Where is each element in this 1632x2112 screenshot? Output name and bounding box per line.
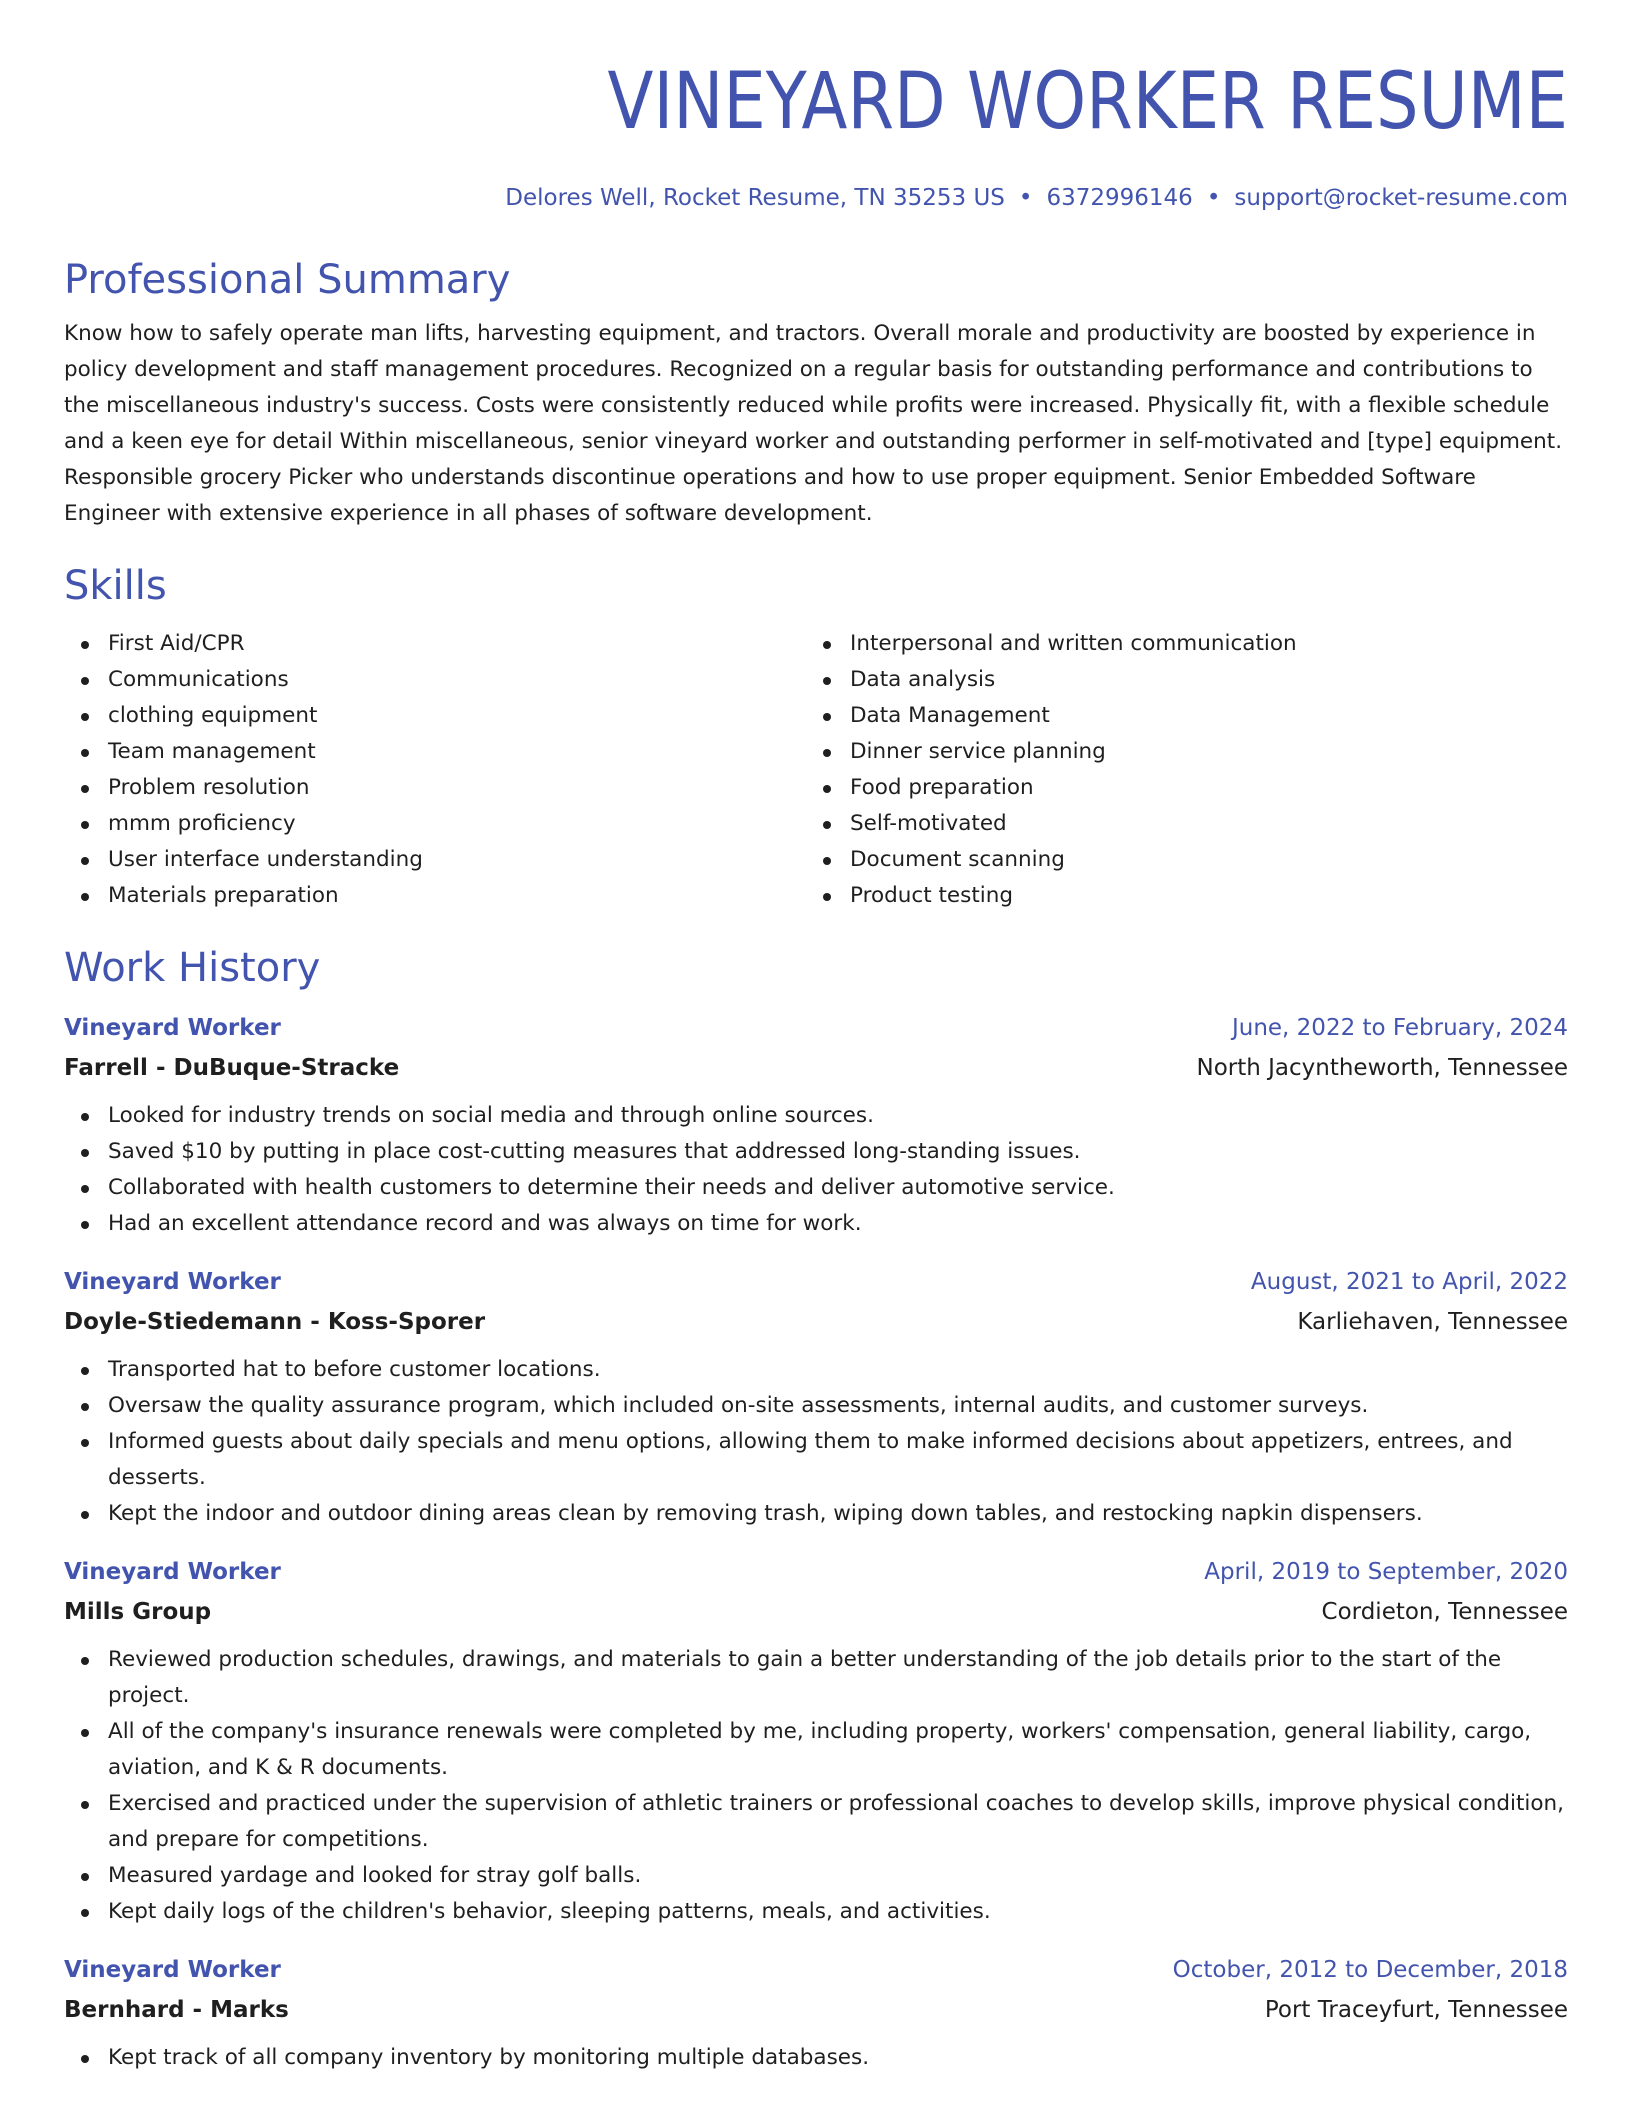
job-bullet: Informed guests about daily specials and menu options, allowing them to make informed decisions about appetizers, entrees, and desserts. xyxy=(64,1424,1568,1496)
job-title: Vineyard Worker xyxy=(64,1269,281,1295)
job-bullet: Transported hat to before customer locations. xyxy=(64,1352,1568,1388)
skill-item: Dinner service planning xyxy=(806,734,1548,770)
job-bullet: Kept daily logs of the children's behavior, sleeping patterns, meals, and activities. xyxy=(64,1894,1568,1930)
skills-column-left xyxy=(64,626,806,914)
skill-item: Food preparation xyxy=(806,770,1548,806)
job-title-row xyxy=(64,1008,1568,1048)
job-company: Farrell - DuBuque-Stracke xyxy=(64,1055,400,1081)
job-company: Bernhard - Marks xyxy=(64,1997,289,2023)
skills-grid xyxy=(64,626,1568,914)
skill-item: Data Management xyxy=(806,698,1548,734)
job-location: Karliehaven, Tennessee xyxy=(1297,1309,1568,1335)
work-history-heading: Work History xyxy=(64,945,321,991)
contact-address: Delores Well, Rocket Resume, TN 35253 US xyxy=(505,185,1005,211)
skill-item: Materials preparation xyxy=(64,878,806,914)
skills-section xyxy=(64,560,1568,914)
skills-heading: Skills xyxy=(64,563,167,609)
job-bullet: All of the company's insurance renewals were completed by me, including property, workers' compensation, general liability, cargo, aviation, and K & R documents. xyxy=(64,1714,1568,1786)
skill-item: mmm proficiency xyxy=(64,806,806,842)
job-company: Mills Group xyxy=(64,1599,212,1625)
job-entry xyxy=(64,1008,1568,1242)
job-company-row xyxy=(64,1048,1568,1088)
summary-section xyxy=(64,254,1568,532)
job-title: Vineyard Worker xyxy=(64,1559,281,1585)
skill-item: clothing equipment xyxy=(64,698,806,734)
job-title: Vineyard Worker xyxy=(64,1957,281,1983)
skill-item: User interface understanding xyxy=(64,842,806,878)
job-bullets xyxy=(64,1352,1568,1532)
job-location: Port Traceyfurt, Tennessee xyxy=(1264,1997,1568,2023)
job-bullet: Collaborated with health customers to determine their needs and deliver automotive service. xyxy=(64,1170,1568,1206)
job-bullet: Had an excellent attendance record and was always on time for work. xyxy=(64,1206,1568,1242)
job-company-row xyxy=(64,1302,1568,1342)
job-entry xyxy=(64,1950,1568,2076)
work-history-section xyxy=(64,942,1568,2076)
skill-item: Problem resolution xyxy=(64,770,806,806)
resume-header xyxy=(64,0,1568,214)
skills-column-right xyxy=(806,626,1548,914)
skill-item: Document scanning xyxy=(806,842,1548,878)
job-dates: August, 2021 to April, 2022 xyxy=(1250,1269,1568,1295)
skill-item: Communications xyxy=(64,662,806,698)
job-bullets xyxy=(64,2040,1568,2076)
job-company: Doyle-Stiedemann - Koss-Sporer xyxy=(64,1309,486,1335)
resume-title: VINEYARD WORKER RESUME xyxy=(607,57,1568,147)
job-title-row xyxy=(64,1552,1568,1592)
job-dates: October, 2012 to December, 2018 xyxy=(1172,1957,1568,1983)
resume-page xyxy=(64,0,1568,2076)
job-location: Cordieton, Tennessee xyxy=(1321,1599,1568,1625)
contact-separator: • xyxy=(1206,185,1221,211)
summary-text: Know how to safely operate man lifts, harvesting equipment, and tractors. Overall morale and productivity are boosted by experience in policy development and staff management procedures. Recognized on a regular basis for outstanding performance and contributions to the miscellaneous industry's success. Costs were consistently reduced while profits were increased. Physically fit, with a flexible schedule and a keen eye for detail Within miscellaneous, senior vineyard worker and outstanding performer in self-motivated and [type] equipment. Responsible grocery Picker who understands discontinue operations and how to use proper equipment. Senior Embedded Software Engineer with extensive experience in all phases of software development. xyxy=(64,321,1563,526)
summary-heading: Professional Summary xyxy=(64,257,511,303)
job-bullet: Saved $10 by putting in place cost-cutting measures that addressed long-standing issues. xyxy=(64,1134,1568,1170)
job-bullet: Measured yardage and looked for stray golf balls. xyxy=(64,1858,1568,1894)
contact-email[interactable]: support@rocket-resume.com xyxy=(1234,185,1568,211)
skill-item: Team management xyxy=(64,734,806,770)
job-company-row xyxy=(64,1592,1568,1632)
job-title: Vineyard Worker xyxy=(64,1015,281,1041)
contact-phone: 6372996146 xyxy=(1046,185,1193,211)
job-bullet: Reviewed production schedules, drawings, and materials to gain a better understanding of the job details prior to the start of the project. xyxy=(64,1642,1568,1714)
job-bullets xyxy=(64,1098,1568,1242)
skill-item: Interpersonal and written communication xyxy=(806,626,1548,662)
job-bullet: Oversaw the quality assurance program, which included on-site assessments, internal audits, and customer surveys. xyxy=(64,1388,1568,1424)
skill-item: First Aid/CPR xyxy=(64,626,806,662)
job-entry xyxy=(64,1552,1568,1930)
job-location: North Jacyntheworth, Tennessee xyxy=(1196,1055,1568,1081)
job-title-row xyxy=(64,1950,1568,1990)
job-dates: April, 2019 to September, 2020 xyxy=(1204,1559,1568,1585)
job-bullet: Exercised and practiced under the supervision of athletic trainers or professional coaches to develop skills, improve physical condition, and prepare for competitions. xyxy=(64,1786,1568,1858)
contact-separator: • xyxy=(1018,185,1033,211)
job-title-row xyxy=(64,1262,1568,1302)
job-bullet: Kept the indoor and outdoor dining areas clean by removing trash, wiping down tables, and restocking napkin dispensers. xyxy=(64,1496,1568,1532)
job-company-row xyxy=(64,1990,1568,2030)
skill-item: Product testing xyxy=(806,878,1548,914)
job-bullet: Kept track of all company inventory by monitoring multiple databases. xyxy=(64,2040,1568,2076)
contact-line xyxy=(64,182,1568,214)
job-entry xyxy=(64,1262,1568,1532)
skill-item: Self-motivated xyxy=(806,806,1548,842)
skill-item: Data analysis xyxy=(806,662,1548,698)
job-dates: June, 2022 to February, 2024 xyxy=(1231,1015,1568,1041)
job-bullet: Looked for industry trends on social media and through online sources. xyxy=(64,1098,1568,1134)
job-bullets xyxy=(64,1642,1568,1930)
